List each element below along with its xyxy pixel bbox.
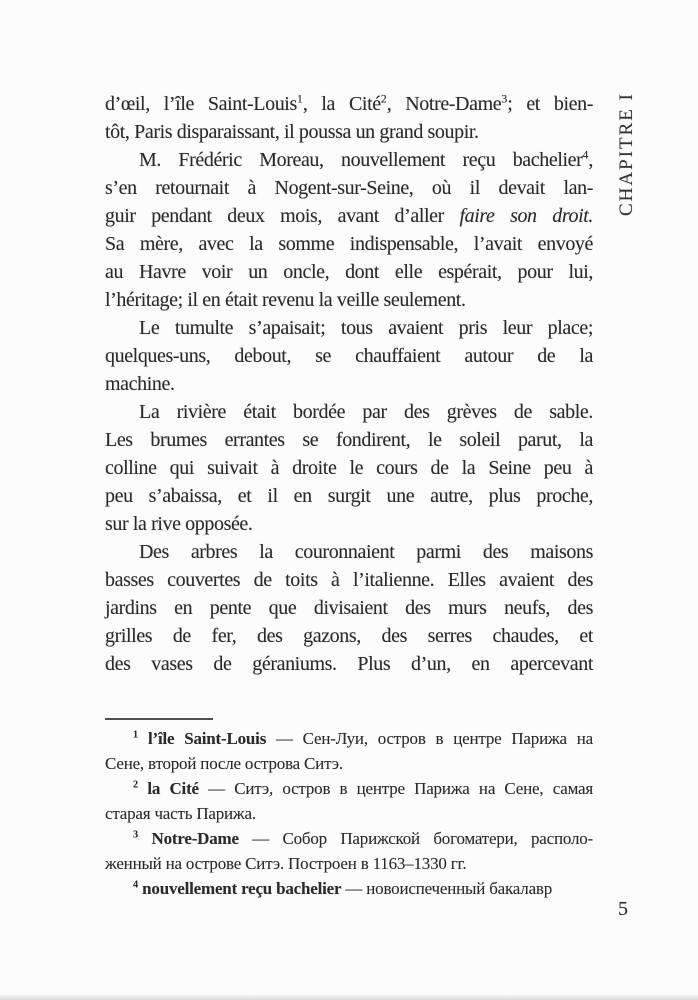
page-number: 5 bbox=[618, 898, 628, 920]
text-segment: s’en retournait à Nogent-sur-Seine, où il devait lan- bbox=[105, 177, 593, 199]
text-segment: Des arbres la couronnaient parmi des maisons bbox=[139, 541, 593, 563]
text-segment: женный на острове Ситэ. Построен в 1163–1330 гг. bbox=[105, 854, 467, 873]
text-line bbox=[105, 454, 593, 482]
text-segment: faire son droit. bbox=[459, 205, 593, 227]
text-line bbox=[105, 118, 593, 146]
text-line bbox=[105, 538, 593, 566]
text-segment: старая часть Парижа. bbox=[105, 804, 256, 823]
text-segment: des vases de géraniums. Plus d’un, en apercevant bbox=[105, 653, 593, 675]
text-segment: Sa mère, avec la somme indispensable, l’avait envoyé bbox=[105, 233, 593, 255]
text-segment: au Havre voir un oncle, dont elle espérait, pour lui, bbox=[105, 261, 593, 283]
text-line bbox=[105, 594, 593, 622]
text-segment: colline qui suivait à droite le cours de la Seine peu à bbox=[105, 457, 593, 479]
text-segment: guir pendant deux mois, avant d’aller bbox=[105, 205, 460, 227]
text-line bbox=[105, 90, 593, 118]
text-segment: — Ситэ, остров в центре Парижа на Сене, самая bbox=[198, 779, 593, 798]
text-line bbox=[105, 801, 593, 826]
main-text-block bbox=[105, 90, 593, 678]
text-segment: , bbox=[588, 149, 593, 171]
text-line bbox=[105, 726, 593, 751]
text-segment: l’héritage; il en était revenu la veille seulement. bbox=[105, 289, 466, 311]
text-segment bbox=[138, 829, 151, 848]
footnote-ref-number: 1 bbox=[133, 729, 139, 741]
text-line bbox=[105, 650, 593, 678]
text-line bbox=[105, 826, 593, 851]
text-segment: Les brumes errantes se fondirent, le soleil parut, la bbox=[105, 429, 593, 451]
text-segment: ; et bien- bbox=[507, 93, 593, 115]
text-line bbox=[105, 342, 593, 370]
text-segment: basses couvertes de toits à l’italienne. Elles avaient des bbox=[105, 569, 593, 591]
text-line bbox=[105, 230, 593, 258]
text-line bbox=[105, 174, 593, 202]
text-segment bbox=[138, 729, 148, 748]
text-line bbox=[105, 622, 593, 650]
text-segment: nouvellement reçu bachelier bbox=[142, 879, 342, 898]
text-line bbox=[105, 482, 593, 510]
footnote-ref-number: 4 bbox=[582, 147, 589, 162]
text-segment: Le tumulte s’apaisait; tous avaient pris leur place; bbox=[139, 317, 593, 339]
text-segment: — Собор Парижской богоматери, располо- bbox=[238, 829, 593, 848]
text-segment: l’île Saint-Louis bbox=[147, 729, 267, 748]
footnotes-block bbox=[105, 726, 593, 901]
text-segment: sur la rive opposée. bbox=[105, 513, 253, 535]
text-segment: quelques-uns, debout, se chauffaient autour de la bbox=[105, 345, 593, 367]
text-line bbox=[105, 426, 593, 454]
text-segment: Notre-Dame bbox=[151, 829, 239, 848]
footnote-ref-number: 3 bbox=[501, 91, 508, 106]
text-segment: , la Cité bbox=[302, 93, 381, 115]
text-line bbox=[105, 202, 593, 230]
text-line bbox=[105, 286, 593, 314]
text-line bbox=[105, 566, 593, 594]
text-segment: La rivière était bordée par des grèves de sable. bbox=[139, 401, 593, 423]
text-segment: d’œil, l’île Saint-Louis bbox=[105, 93, 297, 115]
footnote-ref-number: 2 bbox=[380, 91, 387, 106]
footnote-ref-number: 4 bbox=[133, 879, 139, 891]
text-segment: Сене, второй после острова Ситэ. bbox=[105, 754, 343, 773]
footnote-divider bbox=[105, 718, 213, 720]
text-segment: jardins en pente que divisaient des murs neufs, des bbox=[105, 597, 593, 619]
chapter-sidebar-label: CHAPITRE I bbox=[616, 92, 637, 216]
text-segment: — Сен-Луи, остров в центре Парижа на bbox=[266, 729, 593, 748]
text-segment bbox=[138, 779, 147, 798]
text-segment: la Cité bbox=[147, 779, 199, 798]
text-line bbox=[105, 876, 593, 901]
text-line bbox=[105, 398, 593, 426]
text-line bbox=[105, 314, 593, 342]
text-segment: grilles de fer, des gazons, des serres chaudes, et bbox=[105, 625, 593, 647]
text-line bbox=[105, 258, 593, 286]
text-line bbox=[105, 851, 593, 876]
page-bottom-edge-shadow bbox=[0, 994, 698, 1000]
text-segment: — новоиспеченный бакалавр bbox=[341, 879, 553, 898]
text-line bbox=[105, 370, 593, 398]
text-line bbox=[105, 510, 593, 538]
text-segment: M. Frédéric Moreau, nouvellement reçu bachelier bbox=[139, 149, 583, 171]
text-segment: peu s’abaissa, et il en surgit une autre, plus proche, bbox=[105, 485, 593, 507]
text-segment: machine. bbox=[105, 373, 175, 395]
text-line bbox=[105, 776, 593, 801]
footnote-ref-number: 2 bbox=[133, 779, 139, 791]
text-segment: tôt, Paris disparaissant, il poussa un grand soupir. bbox=[105, 121, 479, 143]
footnote-ref-number: 1 bbox=[296, 91, 303, 106]
text-line bbox=[105, 751, 593, 776]
footnote-ref-number: 3 bbox=[133, 829, 139, 841]
text-segment: , Notre-Dame bbox=[386, 93, 502, 115]
text-line bbox=[105, 146, 593, 174]
